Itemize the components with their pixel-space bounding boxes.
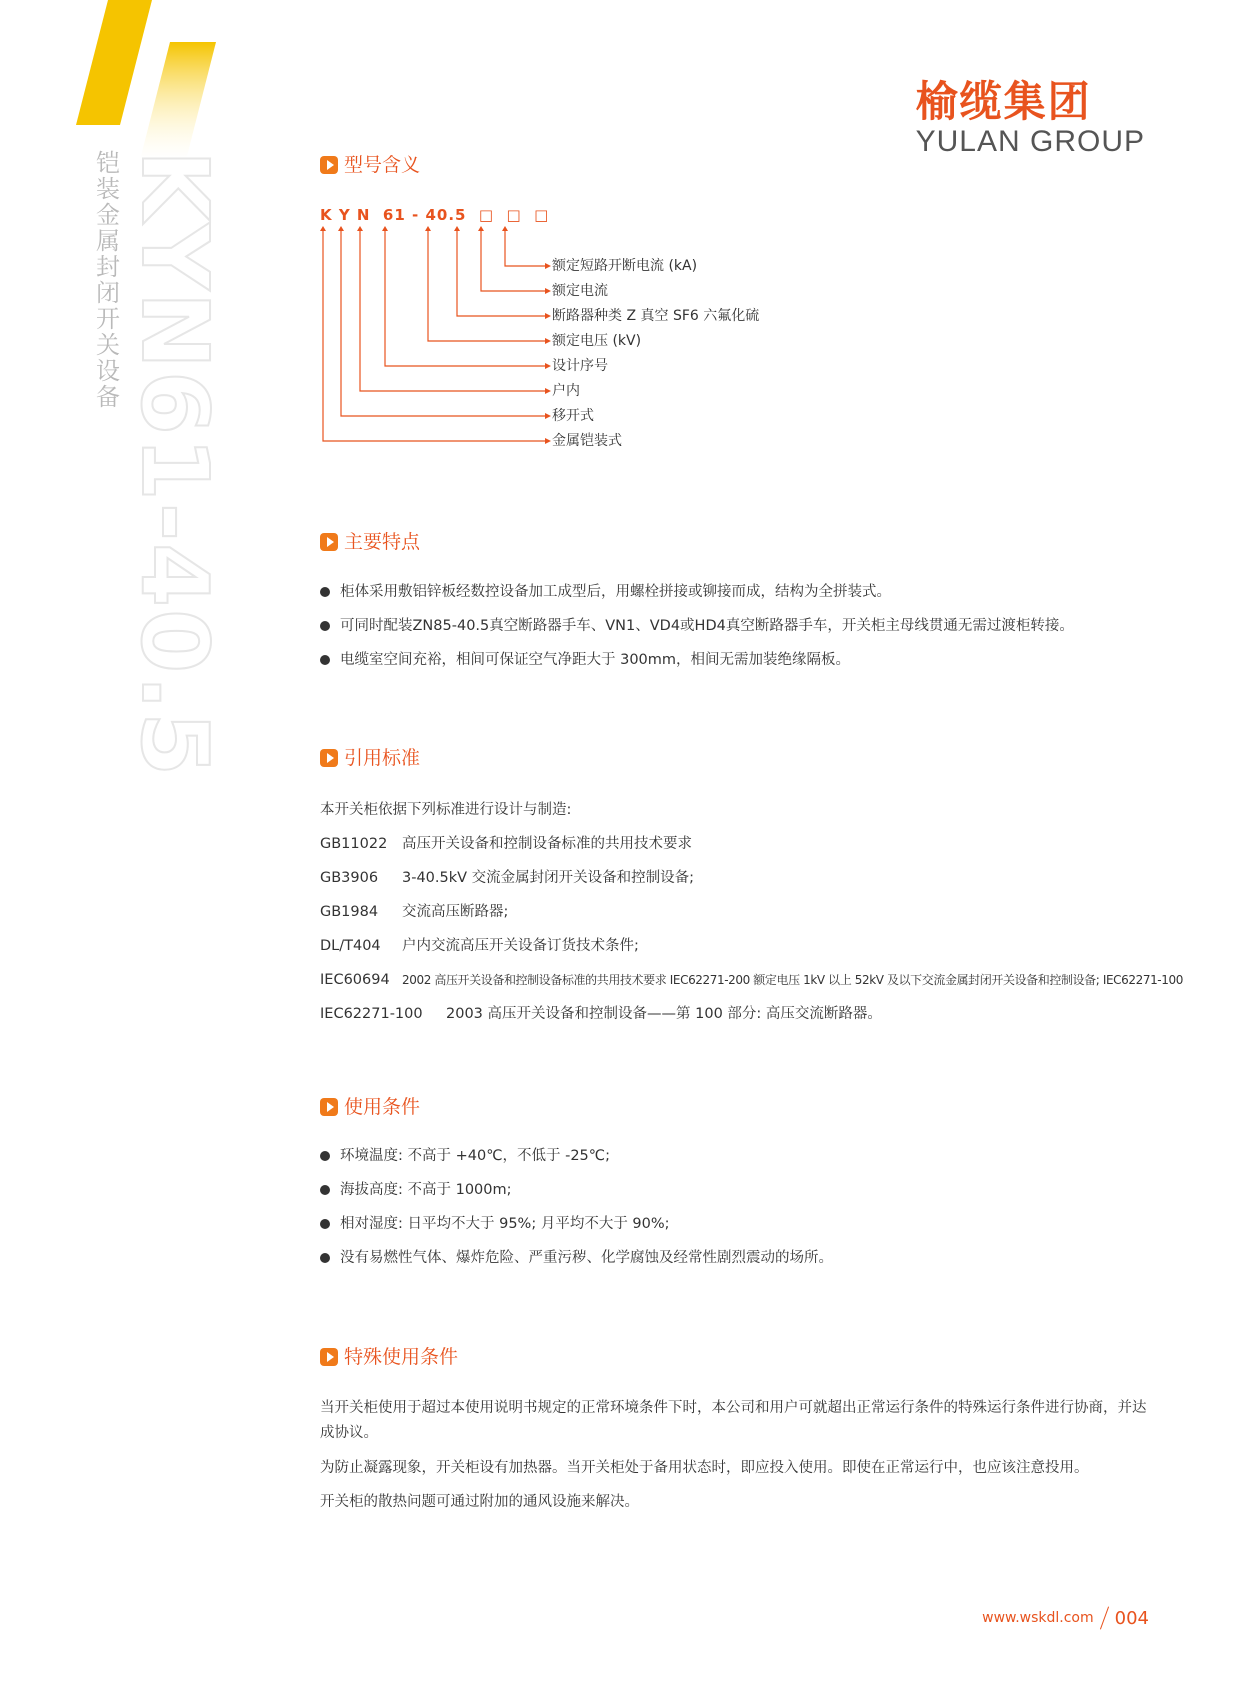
- standard-desc: 3-40.5kV 交流金属封闭开关设备和控制设备;: [402, 870, 695, 886]
- standard-row: [320, 970, 1183, 1004]
- play-icon: [320, 749, 338, 767]
- features-list: [320, 582, 1074, 684]
- standards-intro: 本开关柜依据下列标准进行设计与制造:: [320, 802, 572, 818]
- play-icon: [320, 533, 338, 551]
- list-item: 环境温度: 不高于 +40℃，不低于 -25℃;: [320, 1146, 833, 1166]
- breakdown-label: 断路器种类 Z 真空 SF6 六氟化硫: [552, 308, 760, 324]
- standard-code: GB1984: [320, 904, 379, 920]
- section-title: 主要特点: [344, 531, 421, 553]
- list-item: 相对湿度: 日平均不大于 95%; 月平均不大于 90%;: [320, 1214, 833, 1234]
- footer-url-link[interactable]: www.wskdl.com: [982, 1610, 1094, 1626]
- standard-code: DL/T404: [320, 938, 381, 954]
- standard-code: IEC62271-100: [320, 1006, 423, 1022]
- breakdown-label: 移开式: [552, 408, 594, 424]
- standard-row: [320, 1004, 1183, 1038]
- model-breakdown-diagram: [0, 0, 1241, 480]
- list-item: 电缆室空间充裕，相间可保证空气净距大于 300mm，相间无需加装绝缘隔板。: [320, 650, 1074, 670]
- breakdown-label: 户内: [552, 383, 580, 399]
- breakdown-label: 金属铠装式: [552, 433, 622, 449]
- section-header-conditions: [320, 1096, 420, 1118]
- section-title: 特殊使用条件: [344, 1346, 459, 1368]
- standard-desc: 2002 高压开关设备和控制设备标准的共用技术要求 IEC62271-200 额定电压 1kV 以上 52kV 及以下交流金属封闭开关设备和控制设备; IEC62271-100: [402, 973, 1183, 987]
- section-title: 引用标准: [344, 747, 421, 769]
- section-title: 使用条件: [344, 1096, 421, 1118]
- breakdown-label: 额定短路开断电流 (kA): [552, 258, 698, 274]
- paragraph: 当开关柜使用于超过本使用说明书规定的正常环境条件下时，本公司和用户可就超出正常运行条件的特殊运行条件进行协商，并达成协议。: [320, 1400, 1147, 1441]
- page-footer: [982, 1606, 1149, 1630]
- conditions-list: [320, 1146, 833, 1282]
- list-item: 柜体采用敷铝锌板经数控设备加工成型后，用螺栓拼接或铆接而成，结构为全拼装式。: [320, 582, 1074, 602]
- list-item: 海拔高度: 不高于 1000m;: [320, 1180, 833, 1200]
- breakdown-label: 额定电流: [552, 283, 608, 299]
- standard-desc: 交流高压断路器;: [402, 904, 509, 920]
- standard-desc: 户内交流高压开关设备订货技术条件;: [402, 938, 639, 954]
- standard-desc: 2003 高压开关设备和控制设备——第 100 部分: 高压交流断路器。: [446, 1006, 882, 1022]
- breakdown-label: 设计序号: [552, 358, 608, 374]
- standard-code: GB3906: [320, 870, 379, 886]
- footer-divider: [1100, 1607, 1109, 1630]
- page-number: 004: [1114, 1607, 1149, 1629]
- standard-row: [320, 902, 1183, 936]
- standard-desc: 高压开关设备和控制设备标准的共用技术要求: [402, 836, 692, 852]
- section-header-special: [320, 1346, 458, 1368]
- play-icon: [320, 1348, 338, 1366]
- section-title: 型号含义: [344, 154, 421, 176]
- standard-code: IEC60694: [320, 972, 390, 988]
- list-item: 可同时配装ZN85-40.5真空断路器手车、VN1、VD4或HD4真空断路器手车，开关柜主母线贯通无需过渡柜转接。: [320, 616, 1074, 636]
- section-header-standards: [320, 747, 420, 769]
- standard-row: [320, 834, 1183, 868]
- vertical-product-title: 铠装金属封闭开关设备: [96, 149, 120, 411]
- list-item: 没有易燃性气体、爆炸危险、严重污秽、化学腐蚀及经常性剧烈震动的场所。: [320, 1248, 833, 1268]
- paragraph: 开关柜的散热问题可通过附加的通风设施来解决。: [320, 1494, 639, 1510]
- standard-row: [320, 936, 1183, 970]
- standard-row: [320, 868, 1183, 902]
- standard-code: GB11022: [320, 836, 388, 852]
- play-icon: [320, 1098, 338, 1116]
- logo-cn-text: 榆缆集团: [915, 77, 1092, 126]
- paragraph: 为防止凝露现象，开关柜设有加热器。当开关柜处于备用状态时，即应投入使用。即使在正常运行中，也应该注意投用。: [320, 1460, 1089, 1476]
- model-code: K Y N 61 - 40.5 □ □ □: [320, 206, 550, 224]
- section-header-features: [320, 531, 420, 553]
- big-model-watermark: KYN61-40.5: [121, 150, 228, 779]
- logo-en-text: YULAN GROUP: [915, 125, 1145, 158]
- standards-list: [320, 834, 1183, 1038]
- breakdown-label: 额定电压 (kV): [552, 333, 642, 349]
